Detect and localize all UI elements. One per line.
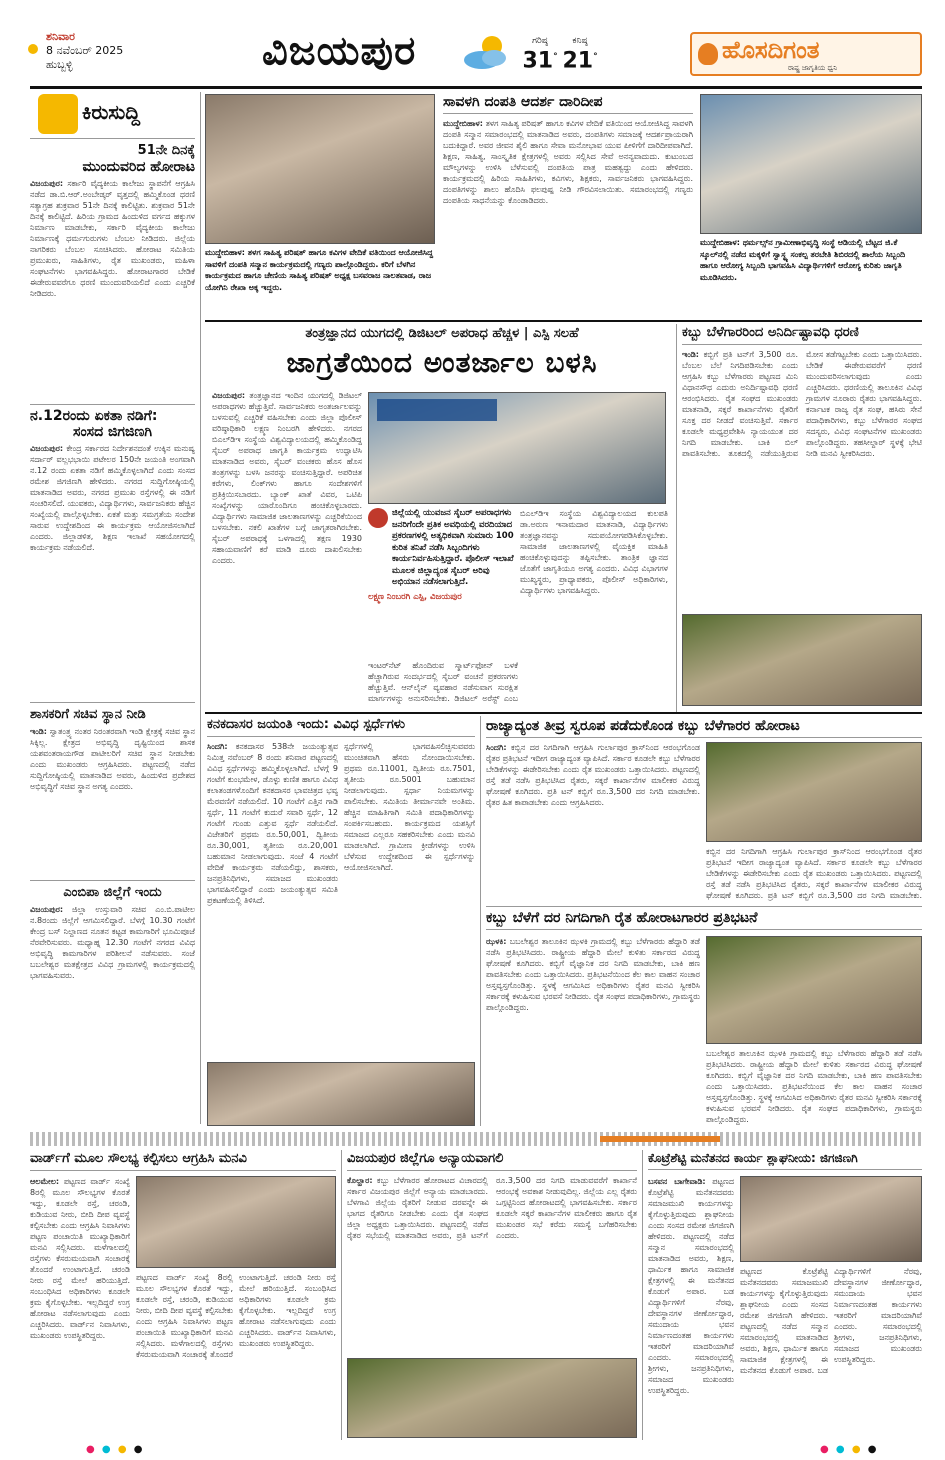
min-temp-label: ಕನಿಷ್ಠ <box>572 36 588 46</box>
dateline: ಝಳಕಿ: <box>486 937 507 946</box>
masthead-rule <box>30 86 922 89</box>
story-body-2 <box>136 1272 336 1438</box>
story-headline: ಕನಕದಾಸರ ಜಯಂತಿ ಇಂದು: ವಿವಿಧ ಸ್ಪರ್ಧೆಗಳು <box>207 718 475 737</box>
story-body <box>207 741 338 1061</box>
story-text: ಇಂಟರ್‌ನೆಟ್ ಹೊಂದಿರುವ ಸ್ಮಾರ್ಟ್‌ಫೋನ್ ಬಳಕೆ ಹೆಚ್ಚಾಗಿರುವ ಸಂದರ್ಭದಲ್ಲಿ ಸೈಬರ್ ವಂಚನೆ ಪ್ರಕರಣಗಳು ಹೆಚ್ಚುತ್ತಿವೆ. ಆನ್‌ಲೈನ್ ವ್ಯವಹಾರ ನಡೆಸುವಾಗ ಸುರಕ್ಷಿತ ಮಾರ್ಗಗಳನ್ನು ಅನುಸರಿಸಬೇಕು. ಡಿಜಿಟಲ್ ಅರೆಸ್ಟ್ ಎಂಬ <box>368 661 518 703</box>
story-body <box>30 1176 130 1438</box>
photo-health-camp <box>700 94 922 234</box>
story-headline: ಕಬ್ಬು ಬೆಳೆಗಾರರಿಂದ ಅನಿರ್ದಿಷ್ಟಾವಧಿ ಧರಣಿ <box>682 326 922 345</box>
dateline: ವಿಜಯಪುರ: <box>212 391 246 400</box>
brief-3 <box>30 708 195 881</box>
min-temp-value: 21 <box>562 48 594 74</box>
place-label: ಹುಬ್ಬಳ್ಳಿ <box>46 58 73 71</box>
max-temp <box>520 36 560 72</box>
photo-ward <box>136 1176 336 1268</box>
brief-2 <box>30 408 195 698</box>
story-headline: ವಿಜಯಪುರ ಜಿಲ್ಲೆಗೂ ಅನ್ಯಾಯವಾಗಲಿ <box>347 1152 637 1171</box>
photo-caption: ಮುದ್ದೇಬಿಹಾಳ: ತಳಗ ಸಾಹಿತ್ಯ ಪರಿಷತ್ ಹಾಗೂ ಕವಿಗಳ ವೇದಿಕೆ ವತಿಯಿಂದ ಆಯೋಜಿಸಿದ್ದ ಸಾವಳಿಗೆ ದಂಪತಿ ಸನ್ಮಾನ ಕಾರ್ಯಕ್ರಮದಲ್ಲಿ ಗಣ್ಯರು ಪಾಲ್ಗೊಂಡಿದ್ದರು. ಕರಿಗೆ ಬೆಳಗಿನ ಕಾರ್ಯಕ್ರಮದ ಹಾಗೂ ಚೇಣಿಯ ಸಾಹಿತ್ಯ ಪರಿಷತ್ ಅಧ್ಯಕ್ಷ ಬಸವರಾಜ ನಾಲತವಾಡ, ರಾಜ ಯೋಗಿನಿ ರೇಖಾ ಅಕ್ಕ ಇದ್ದರು. <box>205 248 434 292</box>
brief-body <box>30 726 195 881</box>
divider <box>205 320 922 322</box>
page-title: ವಿಜಯಪುರ <box>262 28 417 74</box>
story-intense <box>486 718 922 742</box>
brief-body <box>30 904 195 1129</box>
story-headline: ವಾರ್ಡ್‌ಗೆ ಮೂಲ ಸೌಲಭ್ಯ ಕಲ್ಪಿಸಲು ಆಗ್ರಹಿಸಿ ಮನವಿ <box>30 1152 336 1171</box>
supplement-sub: ರಾಷ್ಟ್ರ ಜಾಗೃತಿಯ ಧ್ವನಿ <box>788 64 838 72</box>
brief-text: ಸರ್ಕಾರಿ ವೈದ್ಯಕೀಯ ಕಾಲೇಜು ಸ್ಥಾಪನೆಗೆ ಆಗ್ರಹಿಸಿ ನಡೆದ ಡಾ.ಬಿ.ಆರ್.ಅಂಬೇಡ್ಕರ್ ವೃತ್ತದಲ್ಲಿ ಹಮ್ಮಿಕೊಂಡ ಧರಣಿ ಸತ್ಯಾಗ್ರಹ ಶುಕ್ರವಾರ 51ನೇ ದಿನಕ್ಕೆ ಕಾಲಿಟ್ಟಿತು. ಶುಕ್ರವಾರ 51ನೇ ದಿನಕ್ಕೆ ಕಾಲಿಟ್ಟಿದೆ. ಹಿರಿಯ ಗ್ರಾಮದ ಹಿಂದುಳಿದ ವರ್ಗದ ಹಕ್ಕುಗಳ ನಿರ್ಮಾಣ ಮಾಡಬೇಕು, ಸರ್ಕಾರಿ ವೈದ್ಯಕೀಯ ಕಾಲೇಜು ನಿರ್ಮಾಣಕ್ಕೆ ಧರ್ಮಗುರುಗಳು ಬೆಂಬಲ ನೀಡಿದರು. ಜಿಲ್ಲೆಯ ನಾಗರಿಕರು ಬೆಂಬಲ ಸೂಚಿಸಿದರು. ಹೋರಾಟ ಸಮಿತಿಯ ಪ್ರಮುಖರು, ಸಾಹಿತಿಗಳು, ರೈತ ಮುಖಂಡರು, ಮಹಿಳಾ ಸಂಘಟನೆಗಳು ಭಾಗವಹಿಸಿದ್ದರು. ಹೋರಾಟಗಾರರ ಬೇಡಿಕೆ ಈಡೇರುವವರೆಗೂ ಧರಣಿ ಮುಂದುವರಿಯಲಿದೆ ಎಂದು ಎಚ್ಚರಿಕೆ ನೀಡಿದರು. <box>30 179 195 299</box>
brief-text: ಜಿಲ್ಲಾ ಉಸ್ತುವಾರಿ ಸಚಿವ ಎಂ.ಬಿ.ಪಾಟೀಲ ನ.8ರಂದು ಜಿಲ್ಲೆಗೆ ಆಗಮಿಸಲಿದ್ದಾರೆ. ಬೆಳಗ್ಗೆ 10.30 ಗಂಟೆಗೆ ಕೇಂದ್ರ ಬಸ್ ನಿಲ್ದಾಣದ ನೂತನ ಕಟ್ಟಡ ಕಾಮಗಾರಿಗೆ ಭೂಮಿಪೂಜೆ ನೆರವೇರಿಸುವರು. ಮಧ್ಯಾಹ್ನ 12.30 ಗಂಟೆಗೆ ನಗರದ ವಿವಿಧ ಅಭಿವೃದ್ಧಿ ಕಾಮಗಾರಿಗಳ ಪರಿಶೀಲನೆ ನಡೆಸುವರು. ಸಂಜೆ ಬಬಲೇಶ್ವರ ಮತಕ್ಷೇತ್ರದ ವಿವಿಧ ಗ್ರಾಮಗಳಲ್ಲಿ ಕಾರ್ಯಕ್ರಮದಲ್ಲಿ ಭಾಗವಹಿಸುವರು. <box>30 904 195 980</box>
story-text: ಬಬಲೇಶ್ವರ ತಾಲೂಕಿನ ಝಳಕಿ ಗ್ರಾಮದಲ್ಲಿ ಕಬ್ಬು ಬೆಳೆಗಾರರು ಹೆದ್ದಾರಿ ತಡೆ ನಡೆಸಿ ಪ್ರತಿಭಟಿಸಿದರು. ರಾಷ್ಟ್ರೀಯ ಹೆದ್ದಾರಿ ಮೇಲೆ ಕುಳಿತು ಸರ್ಕಾರದ ವಿರುದ್ಧ ಘೋಷಣೆ ಕೂಗಿದರು. ಕಬ್ಬಿಗೆ ವೈಜ್ಞಾನಿಕ ದರ ನಿಗದಿ ಮಾಡಬೇಕು, ಬಾಕಿ ಹಣ ಪಾವತಿಸಬೇಕು ಎಂದು ಒತ್ತಾಯಿಸಿದರು. ಪ್ರತಿಭಟನೆಯಿಂದ ಕೆಲ ಕಾಲ ವಾಹನ ಸಂಚಾರ ಅಸ್ತವ್ಯಸ್ತಗೊಂಡಿತ್ತು. ಸ್ಥಳಕ್ಕೆ ಆಗಮಿಸಿದ ಅಧಿಕಾರಿಗಳು ರೈತರ ಮನವಿ ಸ್ವೀಕರಿಸಿ ಸರ್ಕಾರಕ್ಕೆ ಕಳುಹಿಸುವ ಭರವಸೆ ನೀಡಿದರು. ರೈತ ಸಂಘದ ಪದಾಧಿಕಾರಿಗಳು, ಗ್ರಾಮಸ್ಥರು ಪಾಲ್ಗೊಂಡಿದ್ದರು. <box>706 1049 922 1124</box>
column-divider <box>341 1150 342 1440</box>
story-savalagi <box>443 94 693 314</box>
story-body-2 <box>706 1048 922 1126</box>
brief-1 <box>30 144 195 400</box>
story-kanakadasa <box>207 718 475 1061</box>
story-headline: ರಾಜ್ಯಾದ್ಯಂತ ತೀವ್ರ ಸ್ವರೂಪ ಪಡೆದುಕೊಂಡ ಕಬ್ಬು ಬೆಳೆಗಾರರ ಹೋರಾಟ <box>486 718 922 738</box>
max-degree: ° <box>553 52 558 62</box>
cyber-body-4 <box>368 660 518 706</box>
quote-badge-icon <box>368 508 388 528</box>
weather-cloud-icon <box>460 32 512 72</box>
brief-headline-1: 51ನೇ ದಿನಕ್ಕೆ <box>137 143 195 158</box>
finger-icon <box>38 94 78 134</box>
cyber-kicker: ತಂತ್ರಜ್ಞಾನದ ಯುಗದಲ್ಲಿ ಡಿಜಿಟಲ್ ಅಪರಾಧ ಹೆಚ್ಚಳ | ಎಸ್ಪಿ ಸಲಹೆ <box>305 326 579 341</box>
dateline: ಸಿಂದಗಿ: <box>207 741 228 751</box>
kiru-header <box>38 94 188 134</box>
story-text: ತಂತ್ರಜ್ಞಾನದ ಇಂದಿನ ಯುಗದಲ್ಲಿ ಡಿಜಿಟಲ್ ಅಪರಾಧಗಳು ಹೆಚ್ಚುತ್ತಿವೆ. ಸಾರ್ವಜನಿಕರು ಅಂತರ್ಜಾಲವನ್ನು ಬಳಸುವಲ್ಲಿ ಎಚ್ಚರಿಕೆ ವಹಿಸಬೇಕು ಎಂದು ಜಿಲ್ಲಾ ಪೊಲೀಸ್ ವರಿಷ್ಠಾಧಿಕಾರಿ ಲಕ್ಷ್ಮಣ ನಿಂಬರಗಿ ಹೇಳಿದರು. ನಗರದ ಬಿಎಲ್‌ಡಿಇ ಸಂಸ್ಥೆಯ ವಿಶ್ವವಿದ್ಯಾಲಯದಲ್ಲಿ ಹಮ್ಮಿಕೊಂಡಿದ್ದ ಸೈಬರ್ ಅಪರಾಧ ಜಾಗೃತಿ ಕಾರ್ಯಕ್ರಮ ಉದ್ಘಾಟಿಸಿ ಮಾತನಾಡಿದ ಅವರು, ಸೈಬರ್ ವಂಚಕರು ಹೊಸ ಹೊಸ ತಂತ್ರಗಳನ್ನು ಬಳಸಿ ಜನರನ್ನು ವಂಚಿಸುತ್ತಿದ್ದಾರೆ. ಅಪರಿಚಿತ ಕರೆಗಳು, ಲಿಂಕ್‌ಗಳು ಹಾಗೂ ಸಂದೇಶಗಳಿಗೆ ಪ್ರತಿಕ್ರಿಯಿಸಬಾರದು. ಬ್ಯಾಂಕ್ ಖಾತೆ ವಿವರ, ಒಟಿಪಿ ಸಂಖ್ಯೆಗಳನ್ನು ಯಾರೊಂದಿಗೂ ಹಂಚಿಕೊಳ್ಳಬಾರದು. ವಿದ್ಯಾರ್ಥಿಗಳು ಸಾಮಾಜಿಕ ಜಾಲತಾಣಗಳನ್ನು ಎಚ್ಚರಿಕೆಯಿಂದ ಬಳಸಬೇಕು. ನಕಲಿ ಖಾತೆಗಳ ಬಗ್ಗೆ ಜಾಗೃತರಾಗಿರಬೇಕು. ಸೈಬರ್ ಅಪರಾಧಕ್ಕೆ ಒಳಗಾದಲ್ಲಿ ತಕ್ಷಣ 1930 ಸಹಾಯವಾಣಿಗೆ ಕರೆ ಮಾಡಿ ದೂರು ದಾಖಲಿಸಬೇಕು ಎಂದರು. <box>212 391 362 565</box>
column-divider <box>676 324 677 712</box>
story-text: ಕಬ್ಬಿಗೆ ಪ್ರತಿ ಟನ್‌ಗೆ 3,500 ರೂ. ಬೆಂಬಲ ಬೆಲೆ ನಿಗದಿಪಡಿಸಬೇಕು ಎಂದು ಆಗ್ರಹಿಸಿ ಕಬ್ಬು ಬೆಳೆಗಾರರು ಪಟ್ಟಣದ ಮಿನಿ ವಿಧಾನಸೌಧ ಎದುರು ಅನಿರ್ದಿಷ್ಟಾವಧಿ ಧರಣಿ ಆರಂಭಿಸಿದರು. ರೈತ ಸಂಘದ ಮುಖಂಡರು ಮಾತನಾಡಿ, ಸಕ್ಕರೆ ಕಾರ್ಖಾನೆಗಳು ರೈತರಿಗೆ ಸೂಕ್ತ ದರ ನೀಡದೆ ವಂಚಿಸುತ್ತಿವೆ. ಸರ್ಕಾರ ಕೂಡಲೇ ಮಧ್ಯಪ್ರವೇಶಿಸಿ ನ್ಯಾಯಯುತ ದರ ನಿಗದಿ ಮಾಡಬೇಕು. ಬಾಕಿ ಬಿಲ್ ಪಾವತಿಸಬೇಕು. ತೂಕದಲ್ಲಿ ನಡೆಯುತ್ತಿರುವ ಮೋಸ ತಡೆಗಟ್ಟಬೇಕು ಎಂದು ಒತ್ತಾಯಿಸಿದರು. ಬೇಡಿಕೆ ಈಡೇರುವವರೆಗೆ ಧರಣಿ ಮುಂದುವರಿಸಲಾಗುವುದು ಎಂದು ಎಚ್ಚರಿಸಿದರು. ಧರಣಿಯಲ್ಲಿ ತಾಲೂಕಿನ ವಿವಿಧ ಗ್ರಾಮಗಳ ನೂರಾರು ರೈತರು ಭಾಗವಹಿಸಿದ್ದರು. ಕರ್ನಾಟಕ ರಾಜ್ಯ ರೈತ ಸಂಘ, ಹಸಿರು ಸೇನೆ ಪದಾಧಿಕಾರಿಗಳು, ಕಬ್ಬು ಬೆಳೆಗಾರರ ಸಂಘದ ಸದಸ್ಯರು, ವಿವಿಧ ಸಂಘಟನೆಗಳ ಮುಖಂಡರು ಪಾಲ್ಗೊಂಡಿದ್ದರು. ತಹಸೀಲ್ದಾರ್ ಸ್ಥಳಕ್ಕೆ ಭೇಟಿ ನೀಡಿ ಮನವಿ ಸ್ವೀಕರಿಸಿದರು. <box>682 349 922 458</box>
dateline: ಸಿಂದಗಿ: <box>486 743 507 752</box>
story-headline: ಸಾವಳಗಿ ದಂಪತಿ ಆದರ್ಶ ದಾರಿದೀಪ <box>443 94 693 114</box>
story-text: ಕಬ್ಬಿನ ದರ ನಿಗದಿಗಾಗಿ ಆಗ್ರಹಿಸಿ ಗುರ್ಲಾಪುರ ಕ್ರಾಸ್‌ನಿಂದ ಆರಂಭಗೊಂಡ ರೈತರ ಪ್ರತಿಭಟನೆ ಇದೀಗ ರಾಜ್ಯಾದ್ಯಂತ ವ್ಯಾಪಿಸಿದೆ. ಸರ್ಕಾರ ಕೂಡಲೇ ಕಬ್ಬು ಬೆಳೆಗಾರರ ಬೇಡಿಕೆಗಳನ್ನು ಈಡೇರಿಸಬೇಕು ಎಂದು ರೈತ ಮುಖಂಡರು ಒತ್ತಾಯಿಸಿದರು. ಪಟ್ಟಣದಲ್ಲಿ ರಸ್ತೆ ತಡೆ ನಡೆಸಿ ಪ್ರತಿಭಟಿಸಿದ ರೈತರು, ಸಕ್ಕರೆ ಕಾರ್ಖಾನೆಗಳ ಮಾಲೀಕರ ವಿರುದ್ಧ ಘೋಷಣೆ ಕೂಗಿದರು. ಪ್ರತಿ ಟನ್ ಕಬ್ಬಿಗೆ ರೂ.3,500 ದರ ನಿಗದಿ ಮಾಡಬೇಕು. ರೈತರ ಹಿತ ಕಾಪಾಡಬೇಕು ಎಂದು ಆಗ್ರಹಿಸಿದರು. <box>486 743 700 807</box>
photo-event <box>205 94 435 244</box>
kiru-label: ಕಿರುಸುದ್ದಿ <box>82 100 141 124</box>
story-text: ಬಿಎಲ್‌ಡಿಇ ಸಂಸ್ಥೆಯ ವಿಶ್ವವಿದ್ಯಾಲಯದ ಕುಲಪತಿ ಡಾ.ಅರುಣ ಇನಾಮದಾರ ಮಾತನಾಡಿ, ವಿದ್ಯಾರ್ಥಿಗಳು ತಂತ್ರಜ್ಞಾನವನ್ನು ಸದುಪಯೋಗಪಡಿಸಿಕೊಳ್ಳಬೇಕು. ಸಾಮಾಜಿಕ ಜಾಲತಾಣಗಳಲ್ಲಿ ವೈಯಕ್ತಿಕ ಮಾಹಿತಿ ಹಂಚಿಕೊಳ್ಳುವುದನ್ನು ತಪ್ಪಿಸಬೇಕು. ತಾಂತ್ರಿಕ ಜ್ಞಾನದ ಜೊತೆಗೆ ಜಾಗೃತಿಯೂ ಅಗತ್ಯ ಎಂದರು. ವಿವಿಧ ವಿಭಾಗಗಳ ಮುಖ್ಯಸ್ಥರು, ಪ್ರಾಧ್ಯಾಪಕರು, ಪೊಲೀಸ್ ಅಧಿಕಾರಿಗಳು, ವಿದ್ಯಾರ್ಥಿಗಳು ಭಾಗವಹಿಸಿದ್ದರು. <box>520 509 668 595</box>
story-body-2 <box>706 846 922 902</box>
photo-farmer-protest <box>706 936 922 1044</box>
brief-headline-1: ಎಂಬಿಪಾ ಜಿಲ್ಲೆಗೆ ಇಂದು <box>63 885 162 900</box>
story-text: ಕಬ್ಬು ಬೆಳೆಗಾರರ ಹೋರಾಟದ ವಿಚಾರದಲ್ಲಿ ಸರ್ಕಾರ ವಿಜಯಪುರ ಜಿಲ್ಲೆಗೆ ಅನ್ಯಾಯ ಮಾಡಬಾರದು. ಬೆಳಗಾವಿ ಜಿಲ್ಲೆಯ ರೈತರಿಗೆ ನೀಡುವ ದರವನ್ನೇ ಈ ಭಾಗದ ರೈತರಿಗೂ ನೀಡಬೇಕು ಎಂದು ರೈತ ಸಂಘದ ಜಿಲ್ಲಾ ಅಧ್ಯಕ್ಷರು ಒತ್ತಾಯಿಸಿದರು. ಪಟ್ಟಣದಲ್ಲಿ ನಡೆದ ರೈತರ ಸಭೆಯಲ್ಲಿ ಮಾತನಾಡಿದ ಅವರು, ಪ್ರತಿ ಟನ್‌ಗೆ ರೂ.3,500 ದರ ನಿಗದಿ ಮಾಡುವವರೆಗೆ ಕಾರ್ಖಾನೆ ಆರಂಭಕ್ಕೆ ಅವಕಾಶ ನೀಡುವುದಿಲ್ಲ. ಜಿಲ್ಲೆಯ ಎಲ್ಲ ರೈತರು ಒಗ್ಗಟ್ಟಿನಿಂದ ಹೋರಾಟದಲ್ಲಿ ಭಾಗವಹಿಸಬೇಕು. ಸರ್ಕಾರ ಕೂಡಲೇ ಸಕ್ಕರೆ ಕಾರ್ಖಾನೆಗಳ ಮಾಲೀಕರು ಹಾಗೂ ರೈತ ಮುಖಂಡರ ಸಭೆ ಕರೆದು ಸಮಸ್ಯೆ ಬಗೆಹರಿಸಬೇಕು ಎಂದರು. <box>347 1175 637 1240</box>
column-divider <box>480 716 481 1126</box>
dateline: ವಿಜಯಪುರ: <box>30 904 64 914</box>
brief-headline-1: ನ.12ರಂದು ಏಕತಾ ನಡಿಗೆ: <box>30 408 158 424</box>
cyber-quote <box>368 508 518 658</box>
story-kotresh <box>648 1152 922 1174</box>
photo-injustice <box>347 1358 637 1438</box>
max-temp-label: ಗರಿಷ್ಠ <box>532 36 548 46</box>
min-temp <box>560 36 600 72</box>
column-divider <box>200 92 201 1124</box>
section-separator <box>30 1132 922 1146</box>
dateline: ಕೊಲ್ಹಾರ: <box>347 1175 373 1185</box>
story-text: ಕನಕದಾಸರ 538ನೇ ಜಯಂತ್ಯುತ್ಸವ ನಿಮಿತ್ತ ನವೆಂಬರ್ 8 ರಂದು ಶನಿವಾರ ಪಟ್ಟಣದಲ್ಲಿ ವಿವಿಧ ಸ್ಪರ್ಧೆಗಳನ್ನು ಹಮ್ಮಿಕೊಳ್ಳಲಾಗಿದೆ. ಬೆಳಗ್ಗೆ 9 ಗಂಟೆಗೆ ಕುಂಭಮೇಳ, ಡೊಳ್ಳು ಕುಣಿತ ಹಾಗೂ ವಿವಿಧ ಕಲಾತಂಡಗಳೊಂದಿಗೆ ಕನಕದಾಸರ ಭಾವಚಿತ್ರದ ಭವ್ಯ ಮೆರವಣಿಗೆ ನಡೆಯಲಿದೆ. 10 ಗಂಟೆಗೆ ಎತ್ತಿನ ಗಾಡಿ ಸ್ಪರ್ಧೆ, 11 ಗಂಟೆಗೆ ಕುದುರೆ ಸವಾರಿ ಸ್ಪರ್ಧೆ, 12 ಗಂಟೆಗೆ ಗುಂಡು ಎತ್ತುವ ಸ್ಪರ್ಧೆ ನಡೆಯಲಿದೆ. ವಿಜೇತರಿಗೆ ಪ್ರಥಮ ರೂ.50,001, ದ್ವಿತೀಯ ರೂ.30,001, ತೃತೀಯ ರೂ.20,001 ಬಹುಮಾನ ನೀಡಲಾಗುವುದು. ಸಂಜೆ 4 ಗಂಟೆಗೆ ವೇದಿಕೆ ಕಾರ್ಯಕ್ರಮ ನಡೆಯಲಿದ್ದು, ಶಾಸಕರು, ಜನಪ್ರತಿನಿಧಿಗಳು, ಸಮಾಜದ ಮುಖಂಡರು ಭಾಗವಹಿಸಲಿದ್ದಾರೆ ಎಂದು ಜಯಂತ್ಯುತ್ಸವ ಸಮಿತಿ ಪ್ರಕಟಣೆಯಲ್ಲಿ ತಿಳಿಸಿದೆ. <box>207 741 338 905</box>
story-body <box>443 118 693 314</box>
photo-dharani <box>682 614 922 706</box>
date-label: 8 ನವೆಂಬರ್ 2025 <box>46 44 124 57</box>
brief-body <box>30 443 195 698</box>
story-text: ಕಬ್ಬಿನ ದರ ನಿಗದಿಗಾಗಿ ಆಗ್ರಹಿಸಿ ಗುರ್ಲಾಪುರ ಕ್ರಾಸ್‌ನಿಂದ ಆರಂಭಗೊಂಡ ರೈತರ ಪ್ರತಿಭಟನೆ ಇದೀಗ ರಾಜ್ಯಾದ್ಯಂತ ವ್ಯಾಪಿಸಿದೆ. ಸರ್ಕಾರ ಕೂಡಲೇ ಕಬ್ಬು ಬೆಳೆಗಾರರ ಬೇಡಿಕೆಗಳನ್ನು ಈಡೇರಿಸಬೇಕು ಎಂದು ರೈತ ಮುಖಂಡರು ಒತ್ತಾಯಿಸಿದರು. ಪಟ್ಟಣದಲ್ಲಿ ರಸ್ತೆ ತಡೆ ನಡೆಸಿ ಪ್ರತಿಭಟಿಸಿದ ರೈತರು, ಸಕ್ಕರೆ ಕಾರ್ಖಾನೆಗಳ ಮಾಲೀಕರ ವಿರುದ್ಧ ಘೋಷಣೆ ಕೂಗಿದರು. ಪ್ರತಿ ಟನ್ ಕಬ್ಬಿಗೆ ರೂ.3,500 ದರ ನಿಗದಿ ಮಾಡಬೇಕು. <box>706 847 922 900</box>
accent-bar <box>600 1136 720 1142</box>
registration-marks: ● ● ● ● <box>820 1444 879 1455</box>
story-headline: ಕಬ್ಬು ಬೆಳೆಗೆ ದರ ನಿಗದಿಗಾಗಿ ರೈತ ಹೋರಾಟಗಾರರ ಪ್ರತಿಭಟನೆ <box>486 910 922 930</box>
max-temp-value: 31 <box>522 48 554 74</box>
divider <box>30 880 195 881</box>
day-label: ಶನಿವಾರ <box>46 30 75 43</box>
dateline: ಆಲಮೇಲ: <box>30 1177 60 1186</box>
story-body <box>648 1176 734 1438</box>
story-text: ಬಬಲೇಶ್ವರ ತಾಲೂಕಿನ ಝಳಕಿ ಗ್ರಾಮದಲ್ಲಿ ಕಬ್ಬು ಬೆಳೆಗಾರರು ಹೆದ್ದಾರಿ ತಡೆ ನಡೆಸಿ ಪ್ರತಿಭಟಿಸಿದರು. ರಾಷ್ಟ್ರೀಯ ಹೆದ್ದಾರಿ ಮೇಲೆ ಕುಳಿತು ಸರ್ಕಾರದ ವಿರುದ್ಧ ಘೋಷಣೆ ಕೂಗಿದರು. ಕಬ್ಬಿಗೆ ವೈಜ್ಞಾನಿಕ ದರ ನಿಗದಿ ಮಾಡಬೇಕು, ಬಾಕಿ ಹಣ ಪಾವತಿಸಬೇಕು ಎಂದು ಒತ್ತಾಯಿಸಿದರು. ಪ್ರತಿಭಟನೆಯಿಂದ ಕೆಲ ಕಾಲ ವಾಹನ ಸಂಚಾರ ಅಸ್ತವ್ಯಸ್ತಗೊಂಡಿತ್ತು. ಸ್ಥಳಕ್ಕೆ ಆಗಮಿಸಿದ ಅಧಿಕಾರಿಗಳು ರೈತರ ಮನವಿ ಸ್ವೀಕರಿಸಿ ಸರ್ಕಾರಕ್ಕೆ ಕಳುಹಿಸುವ ಭರವಸೆ ನೀಡಿದರು. ರೈತ ಸಂಘದ ಪದಾಧಿಕಾರಿಗಳು, ಗ್ರಾಮಸ್ಥರು ಪಾಲ್ಗೊಂಡಿದ್ದರು. <box>486 937 700 1012</box>
photo-cyber-event <box>368 392 666 504</box>
dot-icon <box>28 44 38 54</box>
cyber-body-1 <box>212 390 362 706</box>
brief-body <box>30 178 195 400</box>
lamp-icon <box>698 43 718 65</box>
brief-headline-1: ಶಾಸಕರಿಗೆ ಸಚಿವ ಸ್ಥಾನ ನೀಡಿ <box>30 707 146 722</box>
dateline: ಇಂಡಿ: <box>30 726 47 736</box>
photo-kotresh <box>740 1176 922 1262</box>
story-text: ಪಟ್ಟಣದ ಕೊಟ್ರೆಶೆಟ್ಟಿ ಮನೆತನದವರು ಸಮಾಜಮುಖಿ ಕಾರ್ಯಗಳನ್ನು ಕೈಗೊಳ್ಳುತ್ತಿರುವುದು ಶ್ಲಾಘನೀಯ ಎಂದು ಸಂಸದ ರಮೇಶ ಜಿಗಜಿಣಗಿ ಹೇಳಿದರು. ಪಟ್ಟಣದಲ್ಲಿ ನಡೆದ ಸನ್ಮಾನ ಸಮಾರಂಭದಲ್ಲಿ ಮಾತನಾಡಿದ ಅವರು, ಶಿಕ್ಷಣ, ಧಾರ್ಮಿಕ ಹಾಗೂ ಸಾಮಾಜಿಕ ಕ್ಷೇತ್ರಗಳಲ್ಲಿ ಈ ಮನೆತನದ ಕೊಡುಗೆ ಅಪಾರ. ಬಡ ವಿದ್ಯಾರ್ಥಿಗಳಿಗೆ ನೆರವು, ದೇವಸ್ಥಾನಗಳ ಜೀರ್ಣೋದ್ಧಾರ, ಸಮುದಾಯ ಭವನ ನಿರ್ಮಾಣದಂತಹ ಕಾರ್ಯಗಳು ಇತರರಿಗೆ ಮಾದರಿಯಾಗಿವೆ ಎಂದರು. ಸಮಾರಂಭದಲ್ಲಿ ಶ್ರೀಗಳು, ಜನಪ್ರತಿನಿಧಿಗಳು, ಸಮಾಜದ ಮುಖಂಡರು ಉಪಸ್ಥಿತರಿದ್ದರು. <box>740 1267 922 1375</box>
dateline: ವಿಜಯಪುರ: <box>30 444 64 454</box>
cyber-headline: ಜಾಗ್ರತೆಯಿಂದ ಅಂತರ್ಜಾಲ ಬಳಸಿ <box>286 346 598 379</box>
supplement-title: ಹೊಸದಿಗಂತ <box>722 36 820 64</box>
divider <box>30 404 195 405</box>
photo-caption: ಮುದ್ದೇಬಿಹಾಳ: ಥರ್ಮಲ್ಸ್‌ನ ಗ್ರಾಮೀಣಾಭಿವೃದ್ಧಿ ಸಂಸ್ಥೆ ಆಡಿಯಲ್ಲಿ ಬೆಟ್ಟದ ಜಿ.ಕೆ ಸ್ಕೂಲ್‌ನಲ್ಲಿ ನಡೆದ ಮಕ್ಕಳಿಗೆ ಸ್ವಾಸ್ಥ್ಯ ಸಂಕಲ್ಪ ತರಬೇತಿ ಶಿಬಿರದಲ್ಲಿ ಶಾಲೆಯ ಸಿಬ್ಬಂದಿ ಹಾಗೂ ಆರೋಗ್ಯ ಸಿಬ್ಬಂದಿ ಭಾಗವಹಿಸಿ ವಿದ್ಯಾರ್ಥಿಗಳಿಗೆ ಆರೋಗ್ಯ ಕುರಿತು ಜಾಗೃತಿ ಮೂಡಿಸಿದರು. <box>700 238 906 282</box>
quote-byline: ಲಕ್ಷ್ಮಣ ನಿಂಬರಗಿ ಎಸ್ಪಿ, ವಿಜಯಪುರ <box>368 591 462 602</box>
story-text: ಪಟ್ಟಣದ ಕೊಟ್ರೆಶೆಟ್ಟಿ ಮನೆತನದವರು ಸಮಾಜಮುಖಿ ಕಾರ್ಯಗಳನ್ನು ಕೈಗೊಳ್ಳುತ್ತಿರುವುದು ಶ್ಲಾಘನೀಯ ಎಂದು ಸಂಸದ ರಮೇಶ ಜಿಗಜಿಣಗಿ ಹೇಳಿದರು. ಪಟ್ಟಣದಲ್ಲಿ ನಡೆದ ಸನ್ಮಾನ ಸಮಾರಂಭದಲ್ಲಿ ಮಾತನಾಡಿದ ಅವರು, ಶಿಕ್ಷಣ, ಧಾರ್ಮಿಕ ಹಾಗೂ ಸಾಮಾಜಿಕ ಕ್ಷೇತ್ರಗಳಲ್ಲಿ ಈ ಮನೆತನದ ಕೊಡುಗೆ ಅಪಾರ. ಬಡ ವಿದ್ಯಾರ್ಥಿಗಳಿಗೆ ನೆರವು, ದೇವಸ್ಥಾನಗಳ ಜೀರ್ಣೋದ್ಧಾರ, ಸಮುದಾಯ ಭವನ ನಿರ್ಮಾಣದಂತಹ ಕಾರ್ಯಗಳು ಇತರರಿಗೆ ಮಾದರಿಯಾಗಿವೆ ಎಂದರು. ಸಮಾರಂಭದಲ್ಲಿ ಶ್ರೀಗಳು, ಜನಪ್ರತಿನಿಧಿಗಳು, ಸಮಾಜದ ಮುಖಂಡರು ಉಪಸ್ಥಿತರಿದ್ದರು. <box>648 1177 734 1395</box>
photo-kanakadasa <box>207 1062 475 1126</box>
brief-text: ಸ್ವಾತಂತ್ರ್ಯ ನಂತರ ನಿರಂತರವಾಗಿ ಇಂಡಿ ಕ್ಷೇತ್ರಕ್ಕೆ ಸಚಿವ ಸ್ಥಾನ ಸಿಕ್ಕಿಲ್ಲ. ಕ್ಷೇತ್ರದ ಅಭಿವೃದ್ಧಿ ದೃಷ್ಟಿಯಿಂದ ಶಾಸಕ ಯಶವಂತರಾಯಗೌಡ ಪಾಟೀಲರಿಗೆ ಸಚಿವ ಸ್ಥಾನ ನೀಡಬೇಕು ಎಂದು ಮುಖಂಡರು ಆಗ್ರಹಿಸಿದರು. ಪಟ್ಟಣದಲ್ಲಿ ನಡೆದ ಸುದ್ದಿಗೋಷ್ಠಿಯಲ್ಲಿ ಮಾತನಾಡಿದ ಅವರು, ಹಿಂದುಳಿದ ಪ್ರದೇಶದ ಅಭಿವೃದ್ಧಿಗೆ ಸಚಿವ ಸ್ಥಾನ ಅಗತ್ಯ ಎಂದರು. <box>30 726 195 791</box>
banner-cyber <box>377 399 497 421</box>
story-text: ಪಟ್ಟಣದ ವಾರ್ಡ್ ಸಂಖ್ಯೆ 8ರಲ್ಲಿ ಮೂಲ ಸೌಲಭ್ಯಗಳ ಕೊರತೆ ಇದ್ದು, ಕೂಡಲೇ ರಸ್ತೆ, ಚರಂಡಿ, ಕುಡಿಯುವ ನೀರು, ಬೀದಿ ದೀಪ ವ್ಯವಸ್ಥೆ ಕಲ್ಪಿಸಬೇಕು ಎಂದು ಆಗ್ರಹಿಸಿ ನಿವಾಸಿಗಳು ಪಟ್ಟಣ ಪಂಚಾಯಿತಿ ಮುಖ್ಯಾಧಿಕಾರಿಗೆ ಮನವಿ ಸಲ್ಲಿಸಿದರು. ಮಳೆಗಾಲದಲ್ಲಿ ರಸ್ತೆಗಳು ಕೆಸರುಮಯವಾಗಿ ಸಂಚಾರಕ್ಕೆ ತೊಂದರೆ ಉಂಟಾಗುತ್ತಿದೆ. ಚರಂಡಿ ನೀರು ರಸ್ತೆ ಮೇಲೆ ಹರಿಯುತ್ತಿದೆ. ಸಂಬಂಧಿಸಿದ ಅಧಿಕಾರಿಗಳು ಕೂಡಲೇ ಕ್ರಮ ಕೈಗೊಳ್ಳಬೇಕು. ಇಲ್ಲದಿದ್ದರೆ ಉಗ್ರ ಹೋರಾಟ ನಡೆಸಲಾಗುವುದು ಎಂದು ಎಚ್ಚರಿಸಿದರು. ವಾರ್ಡ್‌ನ ನಿವಾಸಿಗಳು, ಮುಖಂಡರು ಉಪಸ್ಥಿತರಿದ್ದರು. <box>136 1273 336 1359</box>
masthead <box>0 0 945 88</box>
story-farmer-protest <box>486 910 922 934</box>
min-degree: ° <box>593 52 598 62</box>
brief-text: ಕೇಂದ್ರ ಸರ್ಕಾರದ ನಿರ್ದೇಶನದಂತೆ ಉಕ್ಕಿನ ಮನುಷ್ಯ ಸರ್ದಾರ್ ವಲ್ಲಭಭಾಯಿ ಪಟೇಲರ 150ನೇ ಜಯಂತಿ ಅಂಗವಾಗಿ ನ.12 ರಂದು ಏಕತಾ ನಡಿಗೆ ಹಮ್ಮಿಕೊಳ್ಳಲಾಗಿದೆ ಎಂದು ಸಂಸದ ರಮೇಶ ಜಿಗಜಿಣಗಿ ಹೇಳಿದರು. ನಗರದ ಸುದ್ದಿಗೋಷ್ಠಿಯಲ್ಲಿ ಮಾತನಾಡಿದ ಅವರು, ನಗರದ ಪ್ರಮುಖ ರಸ್ತೆಗಳಲ್ಲಿ ಈ ನಡಿಗೆ ಸಂಚರಿಸಲಿದೆ. ಯುವಕರು, ವಿದ್ಯಾರ್ಥಿಗಳು, ಸಾರ್ವಜನಿಕರು ಹೆಚ್ಚಿನ ಸಂಖ್ಯೆಯಲ್ಲಿ ಪಾಲ್ಗೊಳ್ಳಬೇಕು. ಏಕತೆ ಮತ್ತು ಸಮಗ್ರತೆಯ ಸಂದೇಶ ಸಾರುವ ಉದ್ದೇಶದಿಂದ ಈ ಕಾರ್ಯಕ್ರಮ ಆಯೋಜಿಸಲಾಗಿದೆ ಎಂದರು. ಜಿಲ್ಲಾಡಳಿತ, ಶಿಕ್ಷಣ ಇಲಾಖೆ ಸಹಯೋಗದಲ್ಲಿ ಕಾರ್ಯಕ್ರಮ ನಡೆಯಲಿದೆ. <box>30 444 195 553</box>
supplement-logo <box>690 32 922 76</box>
story-text: ಪಟ್ಟಣದ ವಾರ್ಡ್ ಸಂಖ್ಯೆ 8ರಲ್ಲಿ ಮೂಲ ಸೌಲಭ್ಯಗಳ ಕೊರತೆ ಇದ್ದು, ಕೂಡಲೇ ರಸ್ತೆ, ಚರಂಡಿ, ಕುಡಿಯುವ ನೀರು, ಬೀದಿ ದೀಪ ವ್ಯವಸ್ಥೆ ಕಲ್ಪಿಸಬೇಕು ಎಂದು ಆಗ್ರಹಿಸಿ ನಿವಾಸಿಗಳು ಪಟ್ಟಣ ಪಂಚಾಯಿತಿ ಮುಖ್ಯಾಧಿಕಾರಿಗೆ ಮನವಿ ಸಲ್ಲಿಸಿದರು. ಮಳೆಗಾಲದಲ್ಲಿ ರಸ್ತೆಗಳು ಕೆಸರುಮಯವಾಗಿ ಸಂಚಾರಕ್ಕೆ ತೊಂದರೆ ಉಂಟಾಗುತ್ತಿದೆ. ಚರಂಡಿ ನೀರು ರಸ್ತೆ ಮೇಲೆ ಹರಿಯುತ್ತಿದೆ. ಸಂಬಂಧಿಸಿದ ಅಧಿಕಾರಿಗಳು ಕೂಡಲೇ ಕ್ರಮ ಕೈಗೊಳ್ಳಬೇಕು. ಇಲ್ಲದಿದ್ದರೆ ಉಗ್ರ ಹೋರಾಟ ನಡೆಸಲಾಗುವುದು ಎಂದು ಎಚ್ಚರಿಸಿದರು. ವಾರ್ಡ್‌ನ ನಿವಾಸಿಗಳು, ಮುಖಂಡರು ಉಪಸ್ಥಿತರಿದ್ದರು. <box>30 1177 130 1340</box>
cyber-body-2 <box>520 508 668 706</box>
story-dharani <box>682 326 922 619</box>
story-injustice <box>347 1152 637 1351</box>
story-text: ತಳಗ ಸಾಹಿತ್ಯ ಪರಿಷತ್ ಹಾಗೂ ಕವಿಗಳ ವೇದಿಕೆ ವತಿಯಿಂದ ಆಯೋಜಿಸಿದ್ದ ಸಾವಳಗಿ ದಂಪತಿ ಸನ್ಮಾನ ಸಮಾರಂಭದಲ್ಲಿ ಮಾತನಾಡಿದ ಅವರು, ದಂಪತಿಗಳು ಸಮಾಜಕ್ಕೆ ಆದರ್ಶಪ್ರಾಯರಾಗಿ ಬದುಕಿದ್ದಾರೆ. ಅವರ ಜೀವನ ಶೈಲಿ ಹಾಗೂ ಸೇವಾ ಮನೋಭಾವ ಯುವ ಪೀಳಿಗೆಗೆ ದಾರಿದೀಪವಾಗಿದೆ. ಶಿಕ್ಷಣ, ಸಾಹಿತ್ಯ, ಸಾಂಸ್ಕೃತಿಕ ಕ್ಷೇತ್ರಗಳಲ್ಲಿ ಅವರು ಸಲ್ಲಿಸಿದ ಸೇವೆ ಅನನ್ಯವಾದುದು. ಕುಟುಂಬದ ಮೌಲ್ಯಗಳನ್ನು ಉಳಿಸಿ ಬೆಳೆಸುವಲ್ಲಿ ದಂಪತಿಯ ಪಾತ್ರ ಮಹತ್ವದ್ದು ಎಂದು ಹೇಳಿದರು. ಕಾರ್ಯಕ್ರಮದಲ್ಲಿ ಹಿರಿಯ ಸಾಹಿತಿಗಳು, ಕವಿಗಳು, ಶಿಕ್ಷಕರು, ಸಾರ್ವಜನಿಕರು ಭಾಗವಹಿಸಿದ್ದರು. ದಂಪತಿಗಳನ್ನು ಶಾಲು ಹೊದಿಸಿ ಫಲಪುಷ್ಪ ನೀಡಿ ಗೌರವಿಸಲಾಯಿತು. ಸಮಾರಂಭದಲ್ಲಿ ಗಣ್ಯರು ದಂಪತಿಯ ಸಾಧನೆಯನ್ನು ಕೊಂಡಾಡಿದರು. <box>443 119 693 206</box>
divider <box>30 702 195 703</box>
story-body <box>347 1175 637 1351</box>
date-block <box>46 30 123 72</box>
photo-intense <box>706 742 922 842</box>
story-headline: ಕೊಟ್ರೆಶೆಟ್ಟಿ ಮನೆತನದ ಕಾರ್ಯ ಶ್ಲಾಘನೀಯ: ಜಿಗಜಿಣಗಿ <box>648 1152 922 1170</box>
story-body <box>212 390 362 566</box>
divider <box>486 906 922 907</box>
story-text: ಸ್ಪರ್ಧೆಗಳಲ್ಲಿ ಭಾಗವಹಿಸಲಿಚ್ಛಿಸುವವರು ಮುಂಚಿತವಾಗಿ ಹೆಸರು ನೋಂದಾಯಿಸಬೇಕು. ಪ್ರಥಮ ರೂ.11001, ದ್ವಿತೀಯ ರೂ.7501, ತೃತೀಯ ರೂ.5001 ಬಹುಮಾನ ನೀಡಲಾಗುವುದು. ಸ್ಪರ್ಧಾ ನಿಯಮಗಳನ್ನು ಪಾಲಿಸಬೇಕು. ಸಮಿತಿಯ ತೀರ್ಮಾನವೇ ಅಂತಿಮ. ಹೆಚ್ಚಿನ ಮಾಹಿತಿಗಾಗಿ ಸಮಿತಿ ಪದಾಧಿಕಾರಿಗಳನ್ನು ಸಂಪರ್ಕಿಸಬಹುದು. ಕಾರ್ಯಕ್ರಮದ ಯಶಸ್ಸಿಗೆ ಸಮಾಜದ ಎಲ್ಲರೂ ಸಹಕರಿಸಬೇಕು ಎಂದು ಮನವಿ ಮಾಡಲಾಗಿದೆ. ಗ್ರಾಮೀಣ ಕ್ರೀಡೆಗಳನ್ನು ಉಳಿಸಿ ಬೆಳೆಸುವ ಉದ್ದೇಶದಿಂದ ಈ ಸ್ಪರ್ಧೆಗಳನ್ನು ಆಯೋಜಿಸಲಾಗಿದೆ. <box>344 741 475 872</box>
dateline: ಬಸವನ ಬಾಗೇವಾಡಿ: <box>648 1177 706 1186</box>
dateline: ಮುದ್ದೇಬಿಹಾಳ: <box>443 119 483 129</box>
dateline: ವಿಜಯಪುರ: <box>30 179 64 189</box>
divider <box>205 712 922 714</box>
story-body <box>486 936 700 1126</box>
registration-marks: ● ● ● ● <box>86 1444 145 1455</box>
brief-4 <box>30 886 195 1129</box>
divider <box>30 138 195 139</box>
story-ward <box>30 1152 336 1175</box>
brief-headline-2: ಮುಂದುವರಿದ ಹೋರಾಟ <box>82 158 195 175</box>
story-body <box>486 742 700 902</box>
story-body-2 <box>740 1266 922 1438</box>
dateline: ಇಂಡಿ: <box>682 349 699 359</box>
quote-text: ಜಿಲ್ಲೆಯಲ್ಲಿ ಯುವಜನ ಸೈಬರ್ ಅಪರಾಧಗಳು ಜನರಿಗೆಂದೇ ಪ್ರತಿಕ ಅವಧಿಯಲ್ಲಿ ವರದಿಯಾದ ಪ್ರಕರಣಗಳಲ್ಲಿ ಅತ್ಯಧಿಕವಾಗಿ ಸುಮಾರು 100 ಕುರಿತ ತನಿಖೆ ನಡೆಸಿ ಸಿಬ್ಬಂದಿಗಳು ಕಾರ್ಯನಿರ್ವಹಿಸುತ್ತಿದ್ದಾರೆ. ಪೊಲೀಸ್ ಇಲಾಖೆ ಮೂಲಕ ಜಿಲ್ಲಾದ್ಯಂತ ಸೈಬರ್ ಅರಿವು ಅಭಿಯಾನ ನಡೆಸಲಾಗುತ್ತಿದೆ. <box>392 508 514 587</box>
column-divider <box>642 1150 643 1440</box>
story-body <box>682 349 922 619</box>
brief-headline-2: ಸಂಸದ ಜಿಗಜಿಣಗಿ <box>73 424 152 441</box>
